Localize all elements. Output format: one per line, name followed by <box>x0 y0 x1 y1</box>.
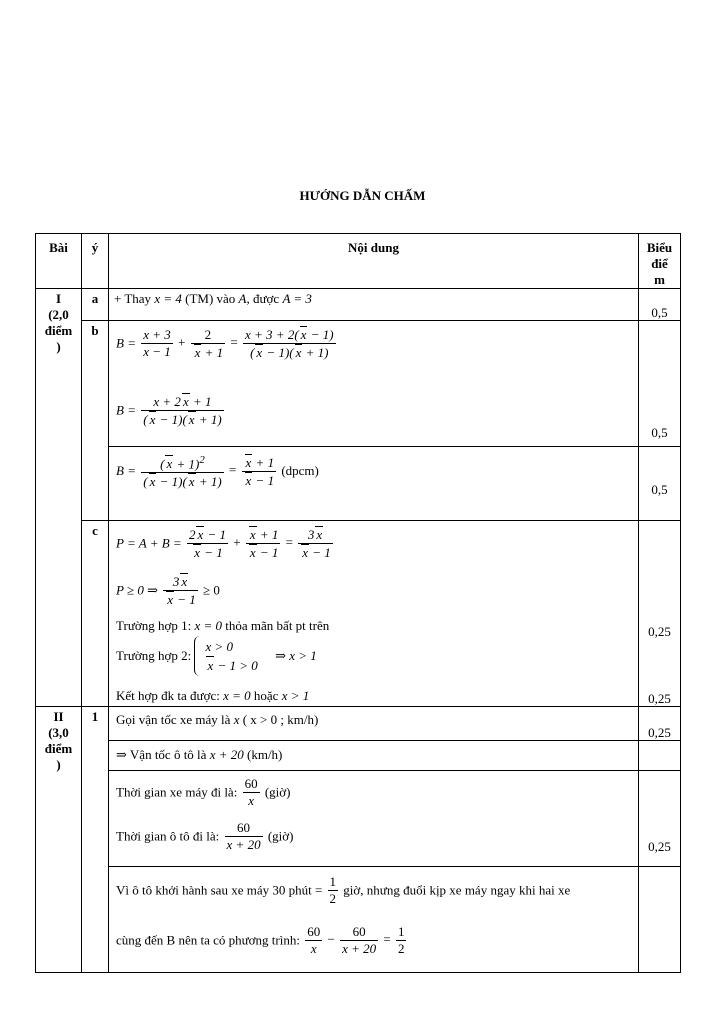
row-c-case-2: Trường hợp 2: x > 0 x − 1 > 0 ⇒ x > 1 <box>116 636 317 676</box>
row-b-formula-2: B = $\frac{x + 2 x + 1}{( x - 1)( x + 1)}$ <box>116 394 222 427</box>
bai-1-diem: điểm <box>44 323 73 338</box>
row-c-formula-p: P = A + B = $\frac{2 x - 1}{x - 1}$ + $\frac{x + 1}{x - 1}$ = $\frac{3 x}{x - 1}$ <box>116 527 331 560</box>
row-c-combine: Kết hợp đk ta được: x = 0 hoặc x > 1 <box>116 688 310 703</box>
bai-1-close: ) <box>56 339 61 354</box>
y-c: c <box>92 523 98 538</box>
row-b-formula-3: B = $\frac{( x + 1)^2}{( x - 1)( x + 1)}$ = $\frac{x + 1}{x - 1}$ (dpcm) <box>116 454 319 490</box>
score-ii-3: 0,25 <box>648 839 671 854</box>
score-ii-1: 0,25 <box>648 725 671 740</box>
header-y: ý <box>91 240 99 255</box>
row-a-content: + Thay x = 4 (TM) vào A, được A = 3 <box>114 291 312 306</box>
score-c-1: 0,25 <box>648 624 671 639</box>
bai-2-diem: điểm <box>44 741 73 756</box>
bai-2-label: II <box>53 709 64 724</box>
score-b-2: 0,5 <box>651 482 668 497</box>
row-ii-4: Thời gian ô tô đi là: $\frac{60}{x + 20}$ (giờ) <box>116 820 294 852</box>
bai-1-points: (2,0 <box>48 307 69 322</box>
row-ii-1: Gọi vận tốc xe máy là x ( x > 0 ; km/h) <box>116 712 319 727</box>
header-bai: Bài <box>49 240 68 255</box>
row-b-formula-1: B = $\frac{x + 3}{x - 1}$ + $\frac{2}{x + 1}$ = $\frac{x + 3 + 2( x - 1)}{( x - 1)( x + 1)}$ <box>116 326 334 360</box>
bai-2-close: ) <box>56 757 61 772</box>
header-bieu-diem-3: m <box>654 272 665 287</box>
row-c-inequality: P ≥ 0 ⇒ $\frac{3 x}{x - 1}$ ≥ 0 <box>116 574 220 607</box>
score-c-2: 0,25 <box>648 691 671 706</box>
header-bieu-diem-1: Biểu <box>646 240 673 255</box>
bai-2-points: (3,0 <box>48 725 69 740</box>
header-noi-dung: Nội dung <box>348 240 399 255</box>
page-title: HƯỚNG DẪN CHẤM <box>299 188 426 203</box>
bai-1-label: I <box>55 291 62 306</box>
header-bieu-diem-2: điể <box>651 256 668 271</box>
row-ii-5-line-2: cùng đến B nên ta có phương trình: $\frac{60}{x}$ − $\frac{60}{x + 20}$ = $\frac{1}{2}$ <box>116 924 405 956</box>
row-ii-5-line-1: Vì ô tô khởi hành sau xe máy 30 phút = $\frac{1}{2}$ giờ, nhưng đuổi kịp xe máy ngay khi hai xe <box>116 874 571 906</box>
row-c-case-1: Trường hợp 1: x = 0 thỏa mãn bất pt trên <box>116 618 330 633</box>
y-1: 1 <box>91 709 99 724</box>
score-a: 0,5 <box>651 305 668 320</box>
row-ii-2: ⇒ Vận tốc ô tô là x + 20 (km/h) <box>116 747 283 762</box>
y-a: a <box>91 291 99 306</box>
score-b-1: 0,5 <box>651 425 668 440</box>
y-b: b <box>91 323 99 338</box>
row-ii-3: Thời gian xe máy đi là: $\frac{60}{x}$ (giờ) <box>116 776 291 808</box>
